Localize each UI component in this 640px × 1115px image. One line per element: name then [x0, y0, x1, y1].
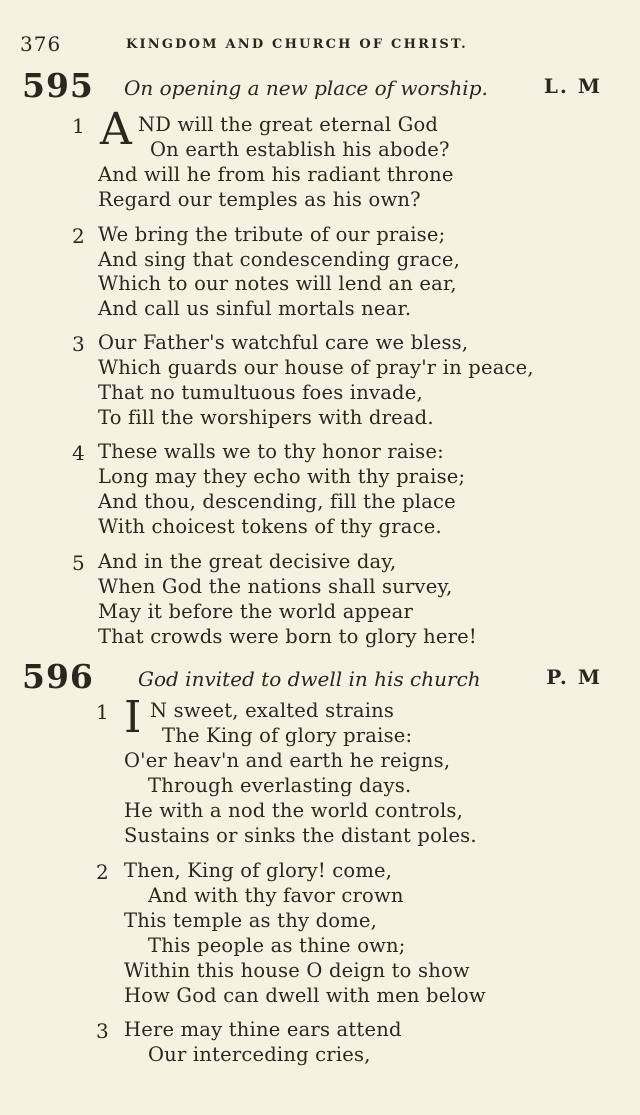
verse-line: Regard our temples as his own?: [98, 188, 421, 211]
verse-line: Sustains or sinks the distant poles.: [124, 824, 477, 847]
verse-number: 2: [96, 860, 109, 884]
verse-line: Our interceding cries,: [148, 1043, 371, 1066]
verse-line: On earth establish his abode?: [150, 138, 450, 161]
verse-line: Within this house O deign to show: [124, 959, 470, 982]
verse-line: To fill the worshipers with dread.: [98, 406, 434, 429]
verse-line: These walls we to thy honor raise:: [98, 440, 444, 463]
verse-number: 4: [72, 441, 85, 465]
verse-number: 3: [72, 332, 85, 356]
verse-line: And sing that condescending grace,: [98, 248, 460, 271]
running-head: [20, 32, 620, 56]
hymn-596-header: [22, 657, 602, 697]
verse-line: How God can dwell with men below: [124, 984, 486, 1007]
verse-line: When God the nations shall survey,: [98, 575, 453, 598]
verse-line: And with thy favor crown: [148, 884, 404, 907]
page-number: 376: [20, 32, 62, 56]
hymn-number: 596: [22, 657, 94, 696]
hymn-595-header: [22, 66, 602, 106]
verse-line: And call us sinful mortals near.: [98, 297, 412, 320]
verse-line: This people as thine own;: [148, 934, 406, 957]
hymn-meter: P. M: [546, 665, 602, 689]
verse-line: Here may thine ears attend: [124, 1018, 402, 1041]
verse-line: Then, King of glory! come,: [124, 859, 393, 882]
hymn-number: 595: [22, 66, 94, 105]
verse-line: That crowds were born to glory here!: [98, 625, 477, 648]
verse-line: Which guards our house of pray'r in peace,: [98, 356, 534, 379]
verse-line: The King of glory praise:: [162, 724, 413, 747]
hymn-title: God invited to dwell in his church: [138, 667, 481, 691]
verse-line: Our Father's watchful care we bless,: [98, 331, 469, 354]
drop-cap: I: [124, 692, 142, 743]
verse-line: ND will the great eternal God: [138, 113, 439, 136]
hymn-title: On opening a new place of worship.: [124, 76, 488, 100]
verse-line: Through everlasting days.: [148, 774, 412, 797]
verse-line: Long may they echo with thy praise;: [98, 465, 466, 488]
verse-line: We bring the tribute of our praise;: [98, 223, 446, 246]
verse-line: N sweet, exalted strains: [150, 699, 395, 722]
verse-line: That no tumultuous foes invade,: [98, 381, 423, 404]
verse-line: May it before the world appear: [98, 600, 414, 623]
verse-line: With choicest tokens of thy grace.: [98, 515, 442, 538]
drop-cap: A: [100, 104, 132, 155]
verse-line: Which to our notes will lend an ear,: [98, 272, 457, 295]
hymn-meter: L. M: [543, 74, 602, 98]
verse-line: This temple as thy dome,: [124, 909, 378, 932]
verse-number: 2: [72, 224, 85, 248]
verse-number: 1: [72, 114, 85, 138]
verse-line: And will he from his radiant throne: [98, 163, 454, 186]
verse-line: And thou, descending, fill the place: [98, 490, 456, 513]
verse-line: And in the great decisive day,: [98, 550, 397, 573]
running-title: KINGDOM AND CHURCH OF CHRIST.: [126, 37, 468, 52]
verse-line: O'er heav'n and earth he reigns,: [124, 749, 451, 772]
verse-number: 1: [96, 700, 109, 724]
verse-number: 5: [72, 551, 85, 575]
verse-line: He with a nod the world controls,: [124, 799, 464, 822]
verse-number: 3: [96, 1019, 109, 1043]
